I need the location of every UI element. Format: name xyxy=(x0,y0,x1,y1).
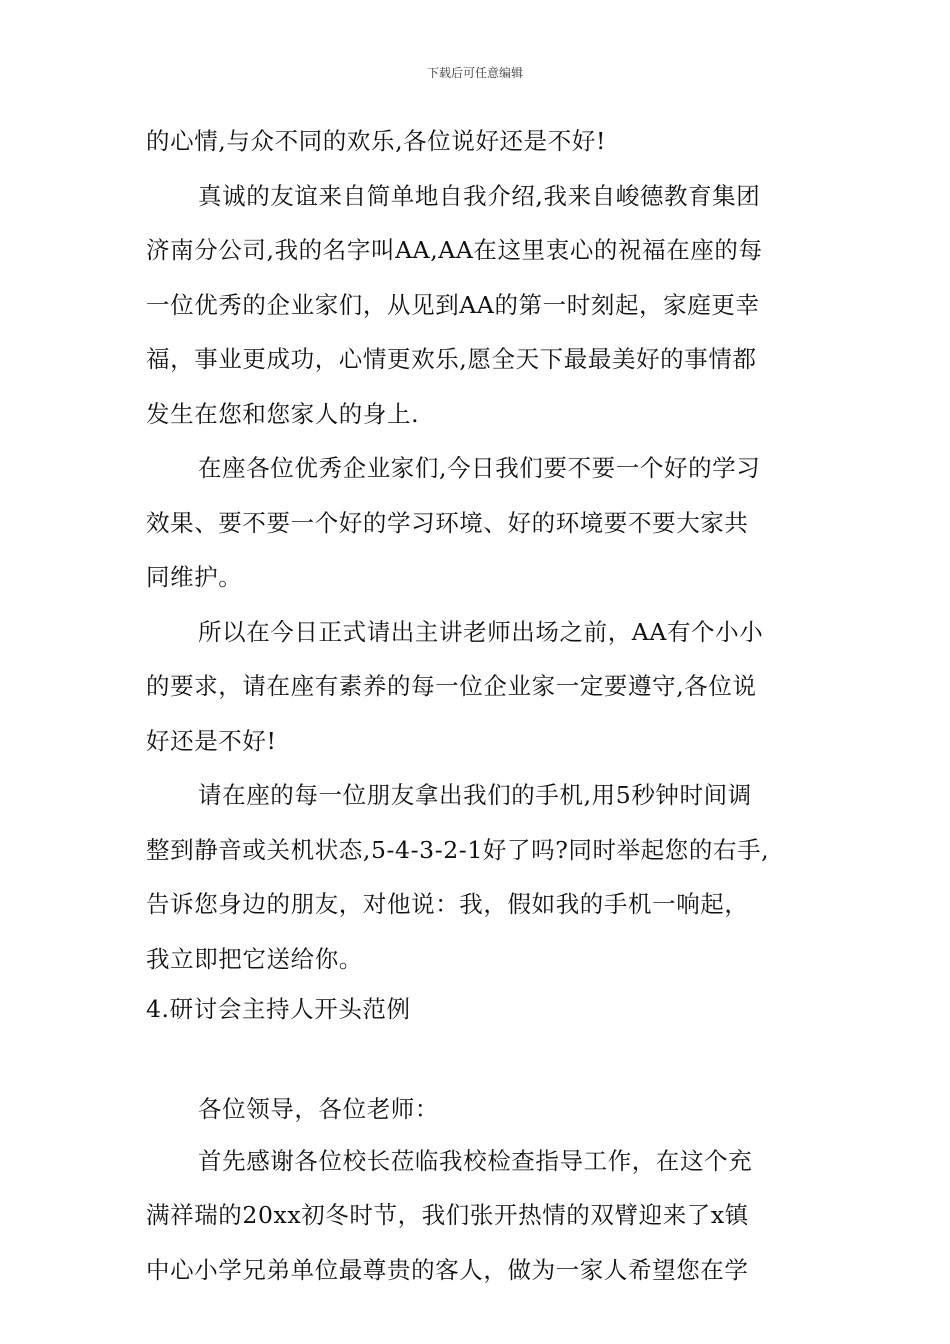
text-line: 济南分公司,我的名字叫AA,AA在这里衷心的祝福在座的每 xyxy=(146,236,763,264)
text-line: 发生在您和您家人的身上. xyxy=(146,400,420,428)
section-heading: 4.研讨会主持人开头范例 xyxy=(146,995,411,1023)
text-line: 福，事业更成功，心情更欢乐,愿全天下最最美好的事情都 xyxy=(146,345,757,373)
paragraph-start: 在座各位优秀企业家们,今日我们要不要一个好的学习 xyxy=(198,454,761,482)
text-line: 一位优秀的企业家们，从见到AA的第一时刻起，家庭更幸 xyxy=(146,291,760,319)
page-header: 下载后可任意编辑 xyxy=(426,66,523,80)
text-line: 同维护。 xyxy=(146,563,243,591)
paragraph-start: 首先感谢各位校长莅临我校检查指导工作，在这个充 xyxy=(198,1147,753,1175)
text-line: 好还是不好! xyxy=(146,727,277,755)
paragraph-start: 真诚的友谊来自简单地自我介绍,我来自峻德教育集团 xyxy=(198,182,761,210)
text-line: 中心小学兄弟单位最尊贵的客人，做为一家人希望您在学 xyxy=(146,1256,749,1284)
text-line: 效果、要不要一个好的学习环境、好的环境要不要大家共 xyxy=(146,509,749,537)
text-line: 我立即把它送给你。 xyxy=(146,945,363,973)
salutation: 各位领导，各位老师： xyxy=(198,1095,439,1123)
text-line: 的要求，请在座有素养的每一位企业家一定要遵守,各位说 xyxy=(146,672,757,700)
text-line: 告诉您身边的朋友，对他说：我，假如我的手机一响起， xyxy=(146,890,749,918)
paragraph-start: 所以在今日正式请出主讲老师出场之前，AA有个小小 xyxy=(198,618,764,646)
text-line: 满祥瑞的20xx初冬时节，我们张开热情的双臂迎来了x镇 xyxy=(146,1201,749,1229)
text-line: 的心情,与众不同的欢乐,各位说好还是不好! xyxy=(146,127,606,155)
paragraph-start: 请在座的每一位朋友拿出我们的手机,用5秒钟时间调 xyxy=(198,781,752,809)
text-line: 整到静音或关机状态,5-4-3-2-1好了吗?同时举起您的右手, xyxy=(146,836,770,864)
